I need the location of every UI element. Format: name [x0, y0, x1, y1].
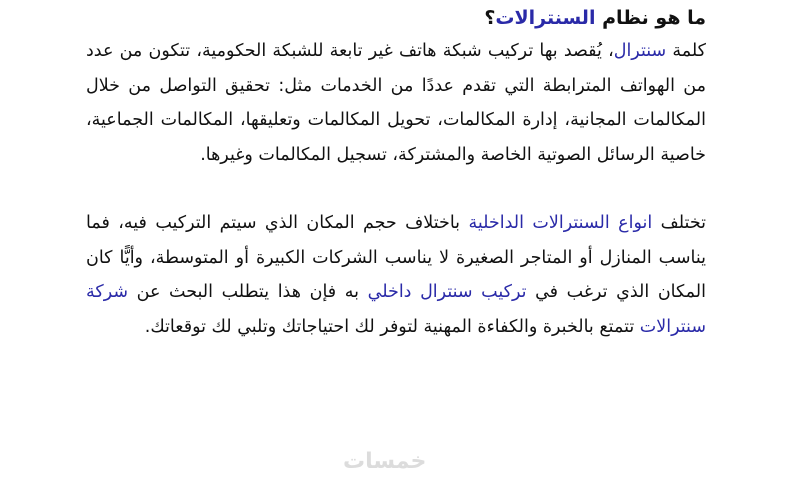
- heading-suffix: ؟: [484, 7, 496, 29]
- khamsat-watermark: خمسات: [343, 449, 427, 474]
- link-internal-central-types[interactable]: انواع السنترالات الداخلية: [468, 213, 653, 233]
- paragraph-definition: [86, 34, 706, 172]
- link-central-company[interactable]: شركة سنترالات: [86, 282, 706, 337]
- paragraph-types: [86, 206, 706, 344]
- paragraph1-text-after-link: ، يُقصد بها تركيب شبكة هاتف غير تابعة للشبكة الحكومية، تتكون من عدد من الهواتف المترابطة التي تقدم عددًا من الخدمات مثل: تحقيق التواصل من خلال المكالمات المجانية، إدارة المكالمات، تحويل المكالمات وتعليقها، المكالمات الجماعية، خاصية الرسائل الصوتية الخاصة والمشتركة، تسجيل المكالمات وغيرها.: [86, 41, 706, 165]
- paragraph1-text-before-link: كلمة: [666, 41, 707, 61]
- paragraph2-text-4: تتمتع بالخبرة والكفاءة المهنية لتوفر لك احتياجاتك وتلبي لك توقعاتك.: [144, 316, 640, 337]
- heading-link-centrals[interactable]: السنترالات: [495, 7, 596, 29]
- article-body: [86, 2, 706, 344]
- paragraph2-text-1: تختلف: [652, 213, 707, 233]
- heading-prefix: ما هو نظام: [595, 7, 706, 29]
- link-central[interactable]: سنترال: [613, 41, 667, 61]
- link-install-internal-central[interactable]: تركيب سنترال داخلي: [367, 282, 527, 302]
- article-heading: [86, 2, 706, 34]
- paragraph2-text-2: باختلاف حجم المكان الذي سيتم التركيب فيه، فما يناسب المنازل أو المتاجر الصغيرة لا يناسب الشركات الكبيرة أو المتوسطة، وأيًّا كان المكان الذي ترغب في: [86, 213, 706, 302]
- paragraph2-text-3: به فإن هذا يتطلب البحث عن: [128, 282, 368, 302]
